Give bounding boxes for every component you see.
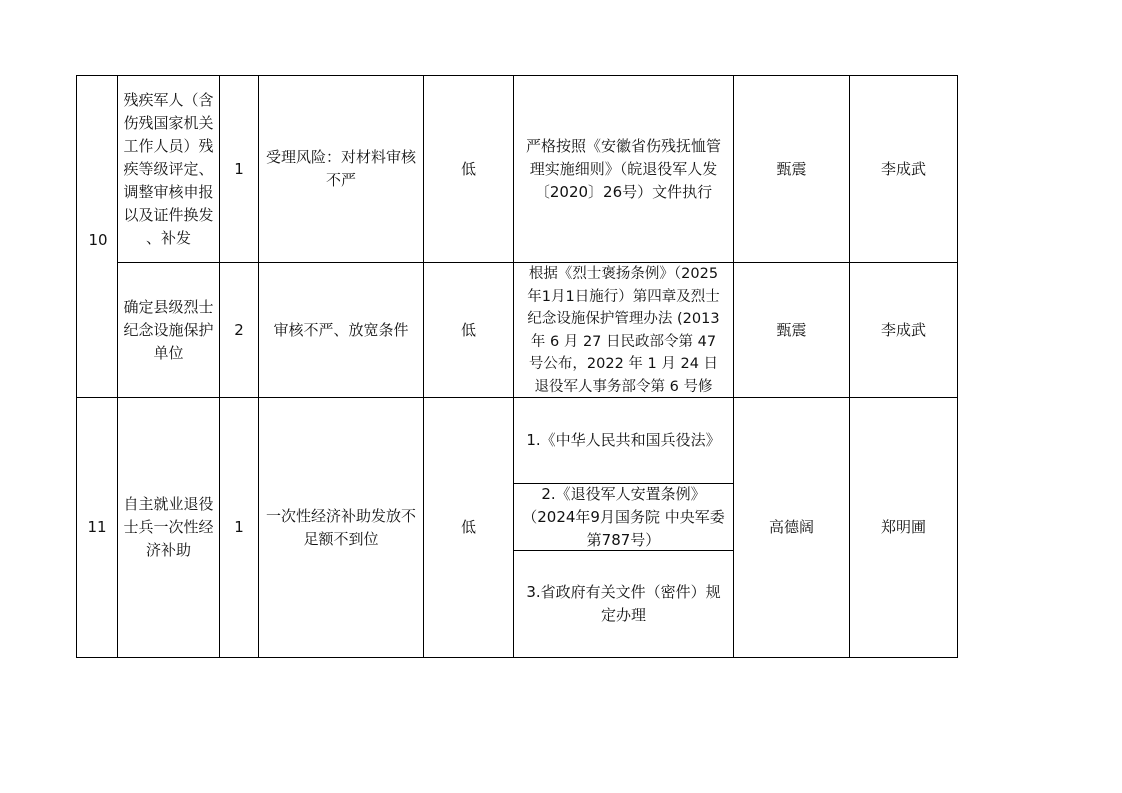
row-number-11 [76,397,118,658]
item-name-line: 济补助 [145,541,191,559]
item-name-line: 士兵一次性经 [123,518,214,536]
seq-text: 2 [234,320,244,339]
seq-cell [219,397,259,658]
person-cell [849,397,958,658]
risk-cell [258,397,424,658]
item-name-line: 残疾军人（含 [123,90,214,109]
row-number-text: 11 [87,518,107,536]
measure-line: 〔2020〕26号）文件执行 [534,182,713,201]
row-number-text: 10 [88,231,108,249]
risk-line: 审核不严、放宽条件 [273,320,409,339]
person-cell [849,262,958,398]
item-name-cell [117,75,220,263]
measure-line: 严格按照《安徽省伤残抚恤管 [525,136,721,155]
leader-text: 甄震 [776,159,807,178]
risk-line: 足额不到位 [303,529,379,548]
person-cell [849,75,958,263]
measure-line: 3.省政府有关文件（密件）规 [526,583,721,601]
measure-line: （2024年9月国务院 中央军委 [522,507,725,526]
measure-line: 纪念设施保护管理办法 (2013 [527,311,720,327]
seq-cell [219,262,259,398]
risk-level-text: 低 [460,320,476,339]
risk-line: 不严 [325,171,356,189]
measure-cell-2 [513,483,734,551]
leader-text: 高德阔 [768,518,814,536]
risk-cell [258,75,424,263]
row-number-10 [76,75,118,398]
seq-text: 1 [234,159,244,178]
seq-cell [219,75,259,263]
measure-cell-3 [513,550,734,658]
item-name-line: 、补发 [145,228,191,247]
measure-line: 退役军人事务部令第 6 号修 [534,378,713,395]
risk-level-cell [423,75,514,263]
risk-line: 受理风险：对材料审核 [265,148,416,166]
item-name-cell [117,397,220,658]
measure-line: 定办理 [600,606,646,624]
item-name-line: 确定县级烈士 [123,297,214,316]
item-name-line: 调整审核申报 [123,182,214,201]
person-text: 李成武 [880,320,926,339]
measure-line: 年 6 月 27 日民政部令第 47 [530,333,717,350]
measure-line: 根据《烈士褒扬条例》（2025 [528,266,719,282]
risk-line: 一次性经济补助发放不 [265,506,416,525]
leader-cell [733,75,850,263]
measure-line: 2.《退役军人安置条例》 [541,484,706,503]
risk-cell [258,262,424,398]
item-name-line: 伤残国家机关 [123,113,214,132]
seq-text: 1 [234,518,244,536]
measure-line: 理实施细则》（皖退役军人发 [529,159,718,178]
item-name-line: 工作人员）残 [123,136,214,155]
person-text: 郑明圃 [880,518,926,536]
item-name-line: 纪念设施保护 [123,320,214,339]
measure-cell [513,75,734,263]
measure-line: 1.《中华人民共和国兵役法》 [526,431,721,449]
risk-level-text: 低 [460,159,476,178]
measure-cell [513,262,734,398]
risk-level-text: 低 [460,518,476,536]
risk-level-cell [423,397,514,658]
measure-line: 年1月1日施行）第四章及烈士 [527,288,720,305]
leader-cell [733,262,850,398]
measure-line: 第787号） [586,530,661,549]
measure-line: 号公布，2022 年 1 月 24 日 [528,356,719,372]
item-name-line: 以及证件换发 [123,205,214,224]
risk-level-cell [423,262,514,398]
item-name-line: 疾等级评定、 [123,159,214,178]
item-name-cell [117,262,220,398]
item-name-line: 自主就业退役 [123,495,214,513]
measure-cell-1 [513,397,734,484]
leader-text: 甄震 [776,320,807,339]
item-name-line: 单位 [153,343,184,362]
person-text: 李成武 [880,159,926,178]
leader-cell [733,397,850,658]
